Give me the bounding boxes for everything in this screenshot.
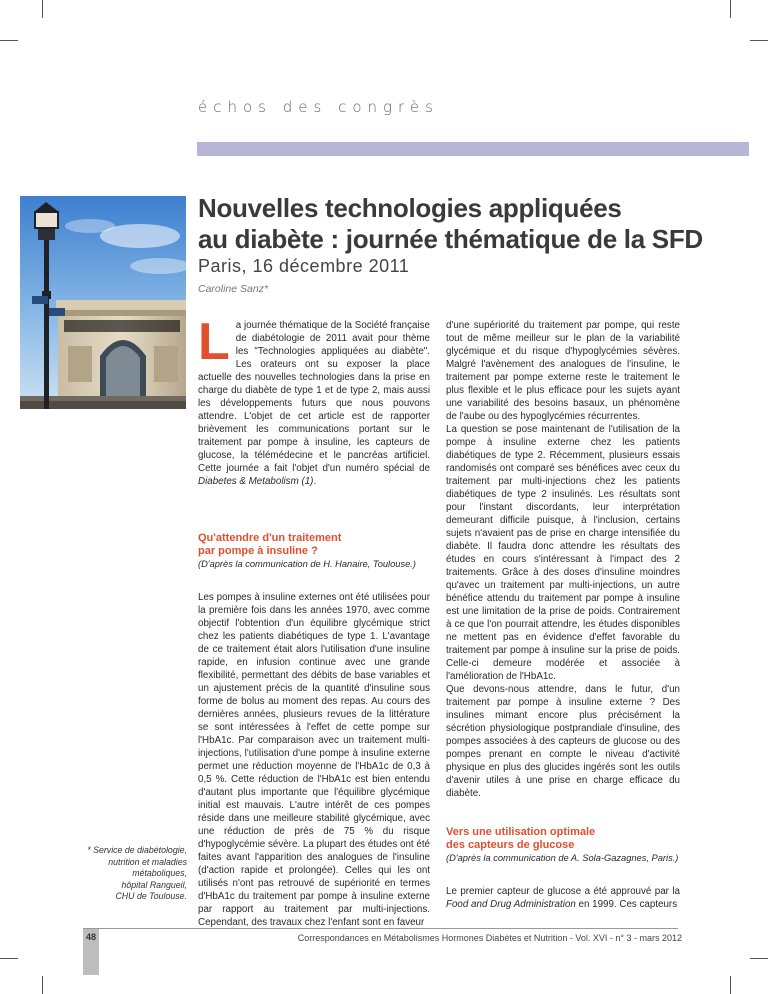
intro-end: . bbox=[313, 476, 317, 487]
footnote-line: CHU de Toulouse. bbox=[115, 891, 187, 901]
body-paragraph: Les pompes à insuline externes ont été utilisées pour la première fois dans les années 1970, avec comme objectif l'obtention d'un équilibre glycémique strict chez les patients diabétiques de type 1. L'avantage de ce traitement était alors l'utilisation d'une insuline rapide, en infusion continue avec une grande flexibilité, permettant des débits de base variables et un ajustement précis de la quantité d'insuline sous forme de bolus au moment des repas. Au cours des dernières années, plusieurs revues de la littérature se sont intéressées à l'effet de cette pompe sur l'HbA1c. Par comparaison avec un traitement multi-injections, l'utilisation d'une pompe à insuline externe permet une réduction moyenne de l'HbA1c de 0,3 à 0,5 %. Cette réduction de l'HbA1c est bien entendu d'autant plus importante que l'équilibre glycémique initial est mauvais. L'autre intérêt de ces pompes réside dans une meilleure stabilité glycémique, avec une réduction de près de 75 % du risque d'hypoglycémie sévère. La plupart des études ont été faites avant l'apparition des analogues de l'insuline (d'action rapide et prolongée). Celles qui les ont utilisés n'ont pas retrouvé de supériorité en termes d'HbA1c du traitement par pompe à insuline externe par rapport au traitement par multi-injections. Cependant, des travaux chez l'enfant sont en faveur bbox=[198, 592, 430, 928]
header-band bbox=[197, 142, 749, 156]
crop-mark bbox=[42, 976, 43, 994]
heading-line: par pompe à insuline ? bbox=[198, 545, 318, 557]
section-label: échos des congrès bbox=[198, 98, 439, 116]
title-line: Nouvelles technologies appliquées bbox=[198, 193, 622, 223]
crop-mark bbox=[0, 40, 18, 41]
section-attribution: (D'après la communication de H. Hanaire, Toulouse.) bbox=[198, 559, 416, 569]
footnote-line: hôpital Rangueil, bbox=[121, 879, 187, 890]
body-paragraph: d'une supériorité du traitement par pompe, qui reste tout de même meilleur sur le plan de la variabilité glycémique et du risque d'hypoglycémies sévères. Malgré l'avènement des analogues de l'insuline, le traitement par pompe externe reste le traitement le plus flexible et le plus efficace pour les sujets ayant une variabilité des besoins basaux, un phénomène de l'aube ou des hypoglycémies récurrentes. bbox=[446, 320, 680, 422]
footnote-line: * Service de diabétologie, bbox=[87, 845, 187, 855]
body-paragraph bbox=[446, 885, 680, 911]
section-attribution: (D'après la communication de A. Sola-Gazagnes, Paris.) bbox=[446, 853, 679, 863]
drop-cap: L bbox=[198, 313, 230, 371]
intro-text: a journée thématique de la Société française de diabétologie de 2011 avait pour thème les "Technologies appliquées au diabète". Les orateurs ont su exposer la place actuelle des nouvelles technologies dans la prise en charge du diabète de type 1 et de type 2, mais aussi les développements futurs que nous pouvons attendre. L'objet de cet article est de rapporter brièvement les communications portant sur le traitement par pompe à insuline, les capteurs de glucose, la télémédecine et le pancréas artificiel. Cette journée a fait l'objet d'un numéro spécial de bbox=[198, 320, 430, 474]
crop-mark bbox=[750, 40, 768, 41]
section-heading bbox=[446, 826, 680, 852]
crop-mark bbox=[42, 0, 43, 18]
article-title bbox=[198, 193, 738, 255]
heading-line: Qu'attendre d'un traitement bbox=[198, 532, 342, 544]
text-column-right bbox=[446, 319, 680, 911]
arc-de-triomphe-photo bbox=[20, 196, 186, 409]
body-text: en 1999. Ces capteurs bbox=[575, 899, 678, 910]
heading-line: Vers une utilisation optimale bbox=[446, 826, 596, 838]
agency-name: Food and Drug Administration bbox=[446, 899, 576, 910]
author-name: Caroline Sanz* bbox=[198, 283, 269, 295]
footnote-line: nutrition et maladies bbox=[108, 856, 187, 867]
body-paragraph: Que devons-nous attendre, dans le futur, d'un traitement par pompe à insuline externe ? Des insulines mimant encore plus précisément la sécrétion physiologique postprandiale d'insuline, des pompes associées à des capteurs de glucose ou des pompes prenant en compte le niveau d'activité physique en plus des glucides ingérés sont les outils d'avenir utiles à une prise en charge efficace du diabète. bbox=[446, 684, 680, 799]
journal-reference: Diabetes & Metabolism (1) bbox=[198, 476, 314, 487]
body-text: Le premier capteur de glucose a été approuvé par la bbox=[446, 886, 680, 897]
affiliation-footnote bbox=[77, 845, 187, 903]
footer-rule bbox=[83, 928, 678, 929]
crop-mark bbox=[0, 958, 18, 959]
article-subtitle: Paris, 16 décembre 2011 bbox=[198, 256, 410, 276]
title-line: au diabète : journée thématique de la SFD bbox=[198, 224, 703, 254]
page-number: 48 bbox=[85, 932, 96, 942]
crop-mark bbox=[750, 958, 768, 959]
crop-mark bbox=[730, 0, 731, 18]
crop-mark bbox=[730, 976, 731, 994]
footnote-line: métaboliques, bbox=[132, 868, 187, 878]
section-heading bbox=[198, 532, 430, 558]
body-paragraph: La question se pose maintenant de l'utilisation de la pompe à insuline externe chez les patients diabétiques de type 2. Récemment, plusieurs essais randomisés ont comparé ses bénéfices avec ceux du traitement par multi-injections chez les patients diabétiques de type 2 insulinés. Les résultats sont pour l'instant discordants, leur interprétation demeurant difficile puisque, à l'inclusion, certains sujets n'avaient pas de prise en charge intensifiée du diabète. Il faudra donc attendre les résultats des études en cours s'intéressant à l'impact des 2 traitements. Grâce à des doses d'insuline moindres qu'avec un traitement par multi-injections, un autre bénéfice attendu du traitement par pompe à insuline est une limitation de la prise de poids. Contrairement à ce que l'on pourrait attendre, les études disponibles ne mettent pas en évidence d'effet favorable du traitement par pompe à insuline sur la prise de poids. Celle-ci demeure modérée et associée à l'amélioration de l'HbA1c. bbox=[446, 424, 680, 682]
intro-paragraph bbox=[198, 313, 430, 488]
heading-line: des capteurs de glucose bbox=[446, 839, 575, 851]
journal-citation: Correspondances en Métabolismes Hormones Diabètes et Nutrition - Vol. XVI - n° 3 - mars 2012 bbox=[297, 933, 682, 943]
text-column-left bbox=[198, 313, 430, 929]
